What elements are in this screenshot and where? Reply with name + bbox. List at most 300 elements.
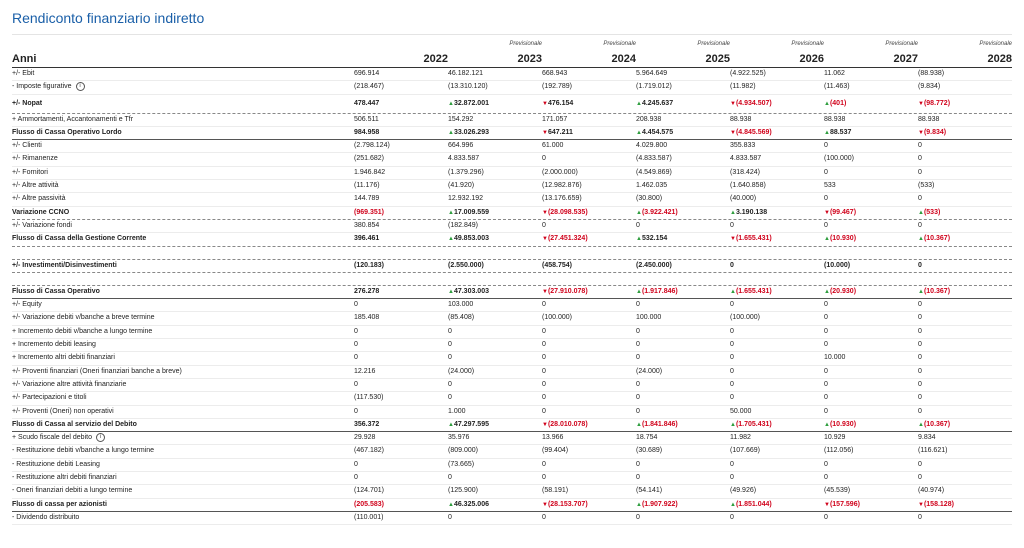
value-cell: 0 <box>448 380 452 388</box>
value-cell: 0 <box>542 394 546 402</box>
value-cell: 88.938 <box>824 115 846 123</box>
value-cell: 0 <box>918 221 922 229</box>
value-cell: ▼647.211 <box>542 128 573 136</box>
year-header: 2023 <box>517 53 542 65</box>
value-cell: (124.701) <box>354 487 384 495</box>
value-cell: (40.000) <box>730 195 757 203</box>
value-cell: 12.216 <box>354 367 376 375</box>
value-cell: 0 <box>730 394 734 402</box>
row-spacer <box>12 247 1012 260</box>
value-cell: 0 <box>354 301 358 309</box>
table-row <box>12 180 1012 193</box>
total-row <box>12 419 1012 432</box>
value-cell: 0 <box>918 407 922 415</box>
value-cell: 0 <box>824 367 828 375</box>
value-cell: 0 <box>918 168 922 176</box>
value-cell: ▲(3.922.421) <box>636 208 678 216</box>
value-cell: 0 <box>354 460 358 468</box>
trend-up-icon: ▲ <box>448 236 454 243</box>
value-cell: ▼(1.655.431) <box>730 235 772 243</box>
value-cell: (110.001) <box>354 513 384 521</box>
value-cell: 0 <box>824 474 828 482</box>
forecast-header-row <box>12 38 1012 50</box>
forecast-label: Previsionale <box>697 41 730 47</box>
value-cell: ▲4.245.637 <box>636 99 674 107</box>
value-cell: (4.922.525) <box>730 70 766 77</box>
value-cell: ▲(533) <box>918 208 941 216</box>
value-cell: ▼(28.153.707) <box>542 500 588 508</box>
table-row <box>12 339 1012 352</box>
value-cell: (30.689) <box>636 447 663 455</box>
trend-up-icon: ▲ <box>730 209 736 216</box>
value-cell: 0 <box>918 460 922 468</box>
value-cell: ▲4.454.575 <box>636 128 674 136</box>
value-cell: (12.982.876) <box>542 182 582 190</box>
value-cell: (30.800) <box>636 195 663 203</box>
table-row <box>12 406 1012 419</box>
value-cell: 0 <box>918 474 922 482</box>
value-cell: (205.583) <box>354 500 384 508</box>
value-cell: 0 <box>918 142 922 150</box>
value-cell: (100.000) <box>824 155 854 163</box>
trend-down-icon: ▼ <box>542 236 548 243</box>
row-label: - Imposte figurative i <box>12 81 85 93</box>
value-cell: 0 <box>448 341 452 349</box>
forecast-label: Previsionale <box>885 41 918 47</box>
value-cell: 0 <box>918 513 922 521</box>
trend-up-icon: ▲ <box>636 501 642 508</box>
value-cell: (45.539) <box>824 487 851 495</box>
row-label: +/- Clienti <box>12 142 42 150</box>
row-label: Flusso di Cassa Operativo Lordo <box>12 128 122 136</box>
value-cell: (85.408) <box>448 314 475 322</box>
value-cell: (100.000) <box>542 314 572 322</box>
year-header: 2025 <box>705 53 730 65</box>
value-cell: 103.000 <box>448 301 474 309</box>
value-cell: ▼(4.845.569) <box>730 128 772 136</box>
total-row <box>12 127 1012 140</box>
row-label: Flusso di Cassa al servizio del Debito <box>12 420 137 428</box>
table-row <box>12 459 1012 472</box>
value-cell: (107.669) <box>730 447 760 455</box>
year-header: 2026 <box>799 53 824 65</box>
row-label: + Incremento debiti leasing <box>12 341 96 349</box>
trend-up-icon: ▲ <box>824 100 830 107</box>
value-cell: (100.000) <box>730 314 760 322</box>
table-row <box>12 352 1012 365</box>
table-row <box>12 485 1012 498</box>
table-row <box>12 392 1012 405</box>
value-cell: ▼(157.596) <box>824 500 860 508</box>
table-row <box>12 512 1012 525</box>
value-cell: (2.450.000) <box>636 261 672 269</box>
value-cell: 0 <box>824 341 828 349</box>
row-label: + Incremento debiti v/banche a lungo termine <box>12 327 153 335</box>
table-row <box>12 167 1012 180</box>
value-cell: 0 <box>730 513 734 521</box>
forecast-label: Previsionale <box>791 41 824 47</box>
row-label: Flusso di Cassa Operativo <box>12 287 100 295</box>
trend-down-icon: ▼ <box>730 236 736 243</box>
value-cell: 0 <box>824 168 828 176</box>
value-cell: 0 <box>542 474 546 482</box>
value-cell: 0 <box>730 301 734 309</box>
value-cell: 0 <box>542 407 546 415</box>
value-cell: 0 <box>542 460 546 468</box>
value-cell: 0 <box>448 513 452 521</box>
value-cell: 0 <box>824 142 828 150</box>
table-row <box>12 140 1012 153</box>
cash-flow-table <box>12 38 1012 525</box>
trend-up-icon: ▲ <box>824 421 830 428</box>
value-cell: ▲(401) <box>824 99 847 107</box>
value-cell: ▲3.190.138 <box>730 208 768 216</box>
year-header: 2024 <box>611 53 636 65</box>
trend-up-icon: ▲ <box>448 421 454 428</box>
value-cell: (120.183) <box>354 261 384 269</box>
trend-down-icon: ▼ <box>542 100 548 107</box>
value-cell: ▲47.297.595 <box>448 420 489 428</box>
value-cell: 0 <box>824 394 828 402</box>
value-cell: (13.310.120) <box>448 83 488 91</box>
value-cell: 46.182.121 <box>448 70 484 77</box>
value-cell: ▼(28.010.078) <box>542 420 588 428</box>
value-cell: 0 <box>542 513 546 521</box>
value-cell: 0 <box>636 327 640 335</box>
value-cell: 0 <box>918 367 922 375</box>
row-label: +/- Rimanenze <box>12 155 58 163</box>
value-cell: (41.920) <box>448 182 475 190</box>
table-row <box>12 68 1012 81</box>
value-cell: ▲(10.367) <box>918 235 951 243</box>
value-cell: 0 <box>730 261 734 269</box>
value-cell: 88.938 <box>918 115 940 123</box>
value-cell: 4.029.800 <box>636 142 668 150</box>
page-title: Rendiconto finanziario indiretto <box>12 10 205 26</box>
value-cell: ▲17.009.559 <box>448 208 489 216</box>
value-cell: 154.292 <box>448 115 474 123</box>
value-cell: 1.946.842 <box>354 168 386 176</box>
row-label: +/- Altre passività <box>12 195 66 203</box>
forecast-label: Previsionale <box>979 41 1012 47</box>
value-cell: ▼(98.772) <box>918 99 951 107</box>
row-label: +/- Variazione altre attività finanziarie <box>12 380 127 388</box>
row-label: +/- Proventi finanziari (Oneri finanziari banche a breve) <box>12 367 182 375</box>
value-cell: (112.056) <box>824 447 854 455</box>
value-cell: 664.996 <box>448 142 474 150</box>
value-cell: 100.000 <box>636 314 662 322</box>
trend-up-icon: ▲ <box>636 236 642 243</box>
value-cell: 1.000 <box>448 407 466 415</box>
value-cell: ▼(4.934.507) <box>730 99 772 107</box>
value-cell: (13.176.659) <box>542 195 582 203</box>
value-cell: 380.854 <box>354 221 380 229</box>
value-cell: ▼(27.910.078) <box>542 287 588 295</box>
value-cell: 0 <box>730 341 734 349</box>
value-cell: 0 <box>730 367 734 375</box>
row-label: +/- Equity <box>12 301 42 309</box>
trend-down-icon: ▼ <box>918 129 924 136</box>
value-cell: ▼476.154 <box>542 99 574 107</box>
trend-up-icon: ▲ <box>918 421 924 428</box>
value-cell: ▲(1.851.044) <box>730 500 772 508</box>
value-cell: ▲(20.930) <box>824 287 857 295</box>
value-cell: 0 <box>636 460 640 468</box>
trend-up-icon: ▲ <box>730 501 736 508</box>
value-cell: (99.404) <box>542 447 569 455</box>
value-cell: (318.424) <box>730 168 760 176</box>
value-cell: 506.511 <box>354 115 379 123</box>
value-cell: (533) <box>918 182 935 190</box>
value-cell: ▲47.303.003 <box>448 287 489 295</box>
value-cell: 0 <box>354 354 358 362</box>
value-cell: (969.351) <box>354 208 384 216</box>
row-label: + Scudo fiscale del debito i <box>12 432 105 444</box>
value-cell: 0 <box>730 327 734 335</box>
value-cell: ▲(10.367) <box>918 287 951 295</box>
value-cell: (251.682) <box>354 155 384 163</box>
value-cell: (54.141) <box>636 487 663 495</box>
year-header-row <box>12 50 1012 68</box>
value-cell: 11.982 <box>730 434 751 442</box>
value-cell: 0 <box>824 221 828 229</box>
trend-down-icon: ▼ <box>542 209 548 216</box>
value-cell: 0 <box>918 327 922 335</box>
value-cell: 61.000 <box>542 142 564 150</box>
value-cell: 0 <box>448 327 452 335</box>
value-cell: 668.943 <box>542 70 568 77</box>
row-label: Flusso di cassa per azionisti <box>12 500 107 508</box>
value-cell: 478.447 <box>354 99 380 107</box>
value-cell: 0 <box>824 314 828 322</box>
value-cell: 355.833 <box>730 142 756 150</box>
value-cell: (458.754) <box>542 261 572 269</box>
value-cell: 0 <box>542 301 546 309</box>
value-cell: ▲46.325.006 <box>448 500 489 508</box>
trend-up-icon: ▲ <box>448 100 454 107</box>
value-cell: (1.640.858) <box>730 182 766 190</box>
trend-up-icon: ▲ <box>448 288 454 295</box>
trend-down-icon: ▼ <box>918 501 924 508</box>
value-cell: 533 <box>824 182 836 190</box>
value-cell: (58.191) <box>542 487 569 495</box>
value-cell: 0 <box>918 195 922 203</box>
trend-up-icon: ▲ <box>824 129 830 136</box>
value-cell: 12.932.192 <box>448 195 484 203</box>
value-cell: 208.938 <box>636 115 662 123</box>
value-cell: 0 <box>542 155 546 163</box>
trend-up-icon: ▲ <box>918 209 924 216</box>
value-cell: 0 <box>824 407 828 415</box>
table-row <box>12 472 1012 485</box>
value-cell: (182.849) <box>448 221 478 229</box>
total-row <box>12 207 1012 220</box>
value-cell: (40.974) <box>918 487 945 495</box>
total-row <box>12 499 1012 512</box>
value-cell: ▲(1.655.431) <box>730 287 772 295</box>
value-cell: 0 <box>542 341 546 349</box>
value-cell: 50.000 <box>730 407 752 415</box>
value-cell: 0 <box>730 354 734 362</box>
value-cell: 29.928 <box>354 434 376 442</box>
value-cell: 0 <box>918 394 922 402</box>
value-cell: (9.834) <box>918 83 941 91</box>
value-cell: ▲(10.367) <box>918 420 951 428</box>
table-row <box>12 114 1012 127</box>
value-cell: 5.964.649 <box>636 70 668 77</box>
value-cell: (49.926) <box>730 487 757 495</box>
value-cell: 0 <box>918 341 922 349</box>
table-row <box>12 193 1012 206</box>
value-cell: 0 <box>636 380 640 388</box>
value-cell: ▼(28.098.535) <box>542 208 588 216</box>
table-row <box>12 312 1012 325</box>
trend-down-icon: ▼ <box>730 129 736 136</box>
value-cell: 0 <box>542 367 546 375</box>
row-label: Variazione CCNO <box>12 208 70 216</box>
forecast-label: Previsionale <box>603 41 636 47</box>
value-cell: 88.938 <box>730 115 752 123</box>
value-cell: (125.900) <box>448 487 478 495</box>
row-label: +/- Ebit <box>12 70 35 77</box>
value-cell: 0 <box>918 354 922 362</box>
value-cell: ▼(27.451.324) <box>542 235 588 243</box>
value-cell: 984.958 <box>354 128 380 136</box>
total-row <box>12 286 1012 299</box>
row-label: +/- Altre attività <box>12 182 59 190</box>
value-cell: 0 <box>542 221 546 229</box>
info-icon[interactable]: i <box>76 82 85 91</box>
value-cell: 0 <box>918 301 922 309</box>
value-cell: ▲(1.907.922) <box>636 500 678 508</box>
value-cell: (218.467) <box>354 83 384 91</box>
value-cell: (467.182) <box>354 447 384 455</box>
title-divider <box>12 34 1012 35</box>
row-label: +/- Variazione fondi <box>12 221 72 229</box>
year-header: 2022 <box>423 53 448 65</box>
trend-down-icon: ▼ <box>824 209 830 216</box>
value-cell: ▼(99.467) <box>824 208 857 216</box>
value-cell: 18.754 <box>636 434 658 442</box>
value-cell: 0 <box>354 407 358 415</box>
value-cell: 0 <box>636 513 640 521</box>
row-label: +/- Partecipazioni e titoli <box>12 394 87 402</box>
trend-up-icon: ▲ <box>636 129 642 136</box>
years-label: Anni <box>12 53 37 65</box>
value-cell: (4.549.869) <box>636 168 672 176</box>
row-label: - Oneri finanziari debiti a lungo termine <box>12 487 133 495</box>
value-cell: 11.062 <box>824 70 845 77</box>
value-cell: (2.550.000) <box>448 261 484 269</box>
value-cell: 696.914 <box>354 70 380 77</box>
value-cell: (192.789) <box>542 83 572 91</box>
total-row <box>12 260 1012 273</box>
table-row <box>12 445 1012 458</box>
value-cell: ▲532.154 <box>636 235 668 243</box>
value-cell: (88.938) <box>918 70 945 77</box>
value-cell: 0 <box>636 407 640 415</box>
info-icon[interactable]: i <box>96 433 105 442</box>
row-label: - Restituzione altri debiti finanziari <box>12 474 117 482</box>
value-cell: (73.665) <box>448 460 475 468</box>
value-cell: 0 <box>636 354 640 362</box>
value-cell: 0 <box>918 155 922 163</box>
value-cell: (1.379.296) <box>448 168 484 176</box>
value-cell: 0 <box>730 380 734 388</box>
value-cell: (809.000) <box>448 447 478 455</box>
value-cell: (2.000.000) <box>542 168 578 176</box>
trend-up-icon: ▲ <box>730 421 736 428</box>
value-cell: 0 <box>824 327 828 335</box>
trend-up-icon: ▲ <box>448 209 454 216</box>
row-label: - Dividendo distribuito <box>12 513 80 521</box>
value-cell: 185.408 <box>354 314 380 322</box>
value-cell: (117.530) <box>354 394 384 402</box>
value-cell: (10.000) <box>824 261 851 269</box>
value-cell: 0 <box>730 474 734 482</box>
value-cell: 0 <box>636 341 640 349</box>
row-label: - Restituzione debiti v/banche a lungo termine <box>12 447 155 455</box>
value-cell: 144.789 <box>354 195 380 203</box>
value-cell: 1.462.035 <box>636 182 668 190</box>
value-cell: 13.966 <box>542 434 564 442</box>
value-cell: 0 <box>636 301 640 309</box>
trend-up-icon: ▲ <box>918 288 924 295</box>
table-row <box>12 299 1012 312</box>
value-cell: 0 <box>448 394 452 402</box>
total-row <box>12 95 1012 114</box>
value-cell: (2.798.124) <box>354 142 390 150</box>
value-cell: 0 <box>636 221 640 229</box>
row-label: +/- Fornitori <box>12 168 48 176</box>
row-label: + Ammortamenti, Accantonamenti e Tfr <box>12 115 134 123</box>
value-cell: ▼(158.128) <box>918 500 954 508</box>
row-spacer <box>12 273 1012 286</box>
table-row <box>12 81 1012 94</box>
trend-up-icon: ▲ <box>824 288 830 295</box>
year-header: 2028 <box>987 53 1012 65</box>
value-cell: 10.000 <box>824 354 846 362</box>
table-row <box>12 366 1012 379</box>
value-cell: 0 <box>354 380 358 388</box>
value-cell: 0 <box>354 341 358 349</box>
value-cell: 356.372 <box>354 420 380 428</box>
value-cell: 0 <box>918 314 922 322</box>
value-cell: 0 <box>824 380 828 388</box>
value-cell: ▲49.853.003 <box>448 235 489 243</box>
value-cell: ▲(1.705.431) <box>730 420 772 428</box>
table-row <box>12 220 1012 233</box>
value-cell: (11.982) <box>730 83 756 91</box>
value-cell: 0 <box>542 380 546 388</box>
trend-down-icon: ▼ <box>542 288 548 295</box>
value-cell: 0 <box>824 195 828 203</box>
value-cell: 396.461 <box>354 235 380 243</box>
value-cell: (1.719.012) <box>636 83 672 91</box>
trend-down-icon: ▼ <box>542 421 548 428</box>
trend-up-icon: ▲ <box>448 129 454 136</box>
value-cell: 0 <box>542 354 546 362</box>
trend-up-icon: ▲ <box>636 288 642 295</box>
value-cell: 0 <box>824 513 828 521</box>
trend-up-icon: ▲ <box>824 236 830 243</box>
trend-up-icon: ▲ <box>636 209 642 216</box>
value-cell: 0 <box>354 327 358 335</box>
value-cell: 0 <box>730 221 734 229</box>
year-header: 2027 <box>893 53 918 65</box>
value-cell: 276.278 <box>354 287 380 295</box>
table-row <box>12 432 1012 445</box>
